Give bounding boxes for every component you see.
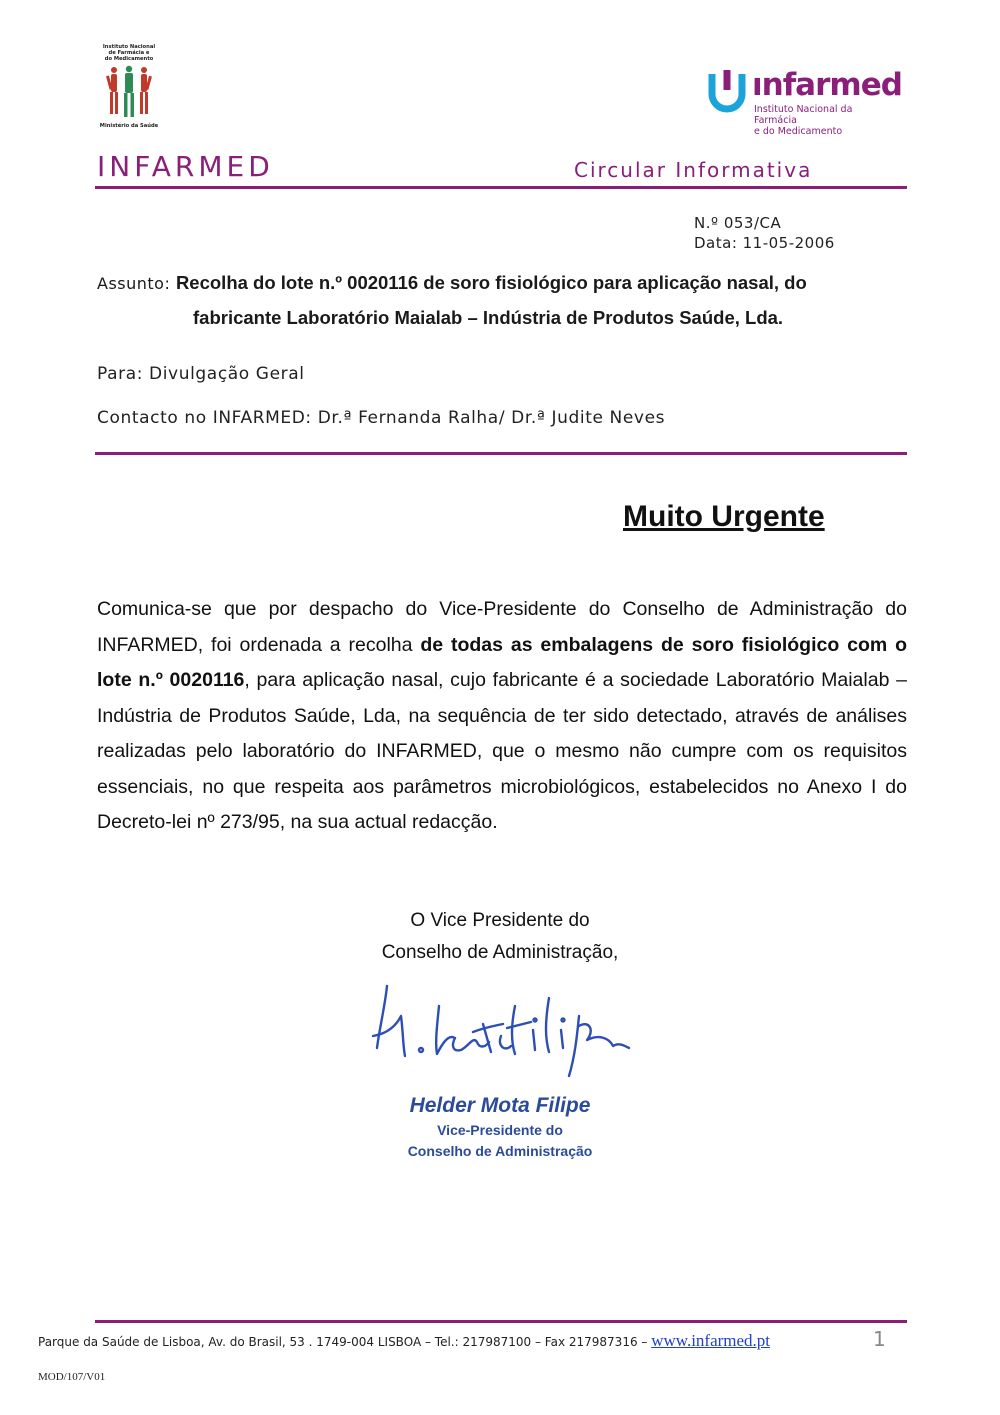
signatory-role2: Conselho de Administração: [407, 1143, 593, 1159]
urgency-heading: Muito Urgente: [623, 500, 825, 533]
infarmed-mark-icon: [704, 68, 750, 114]
infarmed-sub-line1: Instituto Nacional da Farmácia: [754, 104, 853, 126]
infarmed-logo: [700, 66, 902, 137]
header-title: INFARMED: [97, 150, 274, 183]
logo-left-line2: de Farmácia e: [108, 50, 150, 56]
signatory-role1: Vice-Presidente do: [437, 1122, 563, 1138]
logo-left-bottom: Ministério da Saúde: [99, 123, 159, 129]
signatory-name: Helder Mota Filipe: [409, 1094, 591, 1117]
header-rule: [95, 186, 907, 189]
footer-website-link[interactable]: www.infarmed.pt: [651, 1331, 771, 1350]
document-date: Data: 11-05-2006: [694, 234, 835, 252]
infarmed-brand: ınfarmed: [752, 67, 902, 103]
recipient-line: Para: Divulgação Geral: [97, 364, 305, 384]
ministry-logo: [97, 44, 161, 129]
contact-line: Contacto no INFARMED: Dr.ª Fernanda Ralha/ Dr.ª Judite Neves: [97, 408, 666, 428]
signatory-line2: Conselho de Administração,: [381, 942, 619, 963]
body-text-part1: Comunica-se que por despacho do Vice-Presidente do Conselho de Administração do INFARMED, foi ordenada a recolha: [97, 598, 907, 656]
infarmed-sub-line2: e do Medicamento: [754, 126, 843, 137]
logo-left-line1: Instituto Nacional: [102, 44, 156, 50]
subject-line1: Recolha do lote n.º 0020116 de soro fisiológico para aplicação nasal, do: [175, 272, 807, 293]
handwritten-signature: [365, 976, 635, 1086]
signatory-title: [340, 905, 660, 969]
body-text-part2: , para aplicação nasal, cujo fabricante é a sociedade Laboratório Maialab – Indústria de Produtos Saúde, Lda, na sequência de ter sido detectado, através de análises realizadas pelo laboratório do INFARMED, que o mesmo não cumpre com os requisitos essenciais, no que respeita aos parâmetros microbiológicos, estabelecidos no Anexo I do Decreto-lei nº 273/95, na sua actual redacção.: [97, 669, 907, 833]
form-code: MOD/107/V01: [38, 1371, 106, 1383]
footer-address-line: [38, 1331, 770, 1351]
header-document-type: Circular Informativa: [574, 158, 813, 182]
signatory-stamp: [370, 1092, 630, 1162]
document-number: N.º 053/CA: [694, 214, 782, 232]
document-meta: [694, 213, 835, 253]
figures-emblem-icon: [105, 64, 153, 122]
infarmed-sub: [754, 104, 890, 137]
subject-label: Assunto:: [97, 274, 171, 293]
footer-rule: [95, 1320, 907, 1323]
subject-line2: fabricante Laboratório Maialab – Indústria de Produtos Saúde, Lda.: [193, 307, 784, 328]
section-rule: [95, 452, 907, 455]
logo-left-line3: do Medicamento: [104, 56, 154, 62]
subject-block: [97, 266, 907, 336]
page-number: 1: [873, 1327, 886, 1351]
signatory-line1: O Vice Presidente do: [410, 910, 590, 931]
body-paragraph: [97, 592, 907, 841]
body-text-bold: de todas as embalagens de soro fisiológico com o lote n.º 0020116: [97, 633, 907, 691]
footer-address: Parque da Saúde de Lisboa, Av. do Brasil, 53 . 1749-004 LISBOA – Tel.: 217987100 – Fax 217987316 –: [38, 1335, 652, 1349]
